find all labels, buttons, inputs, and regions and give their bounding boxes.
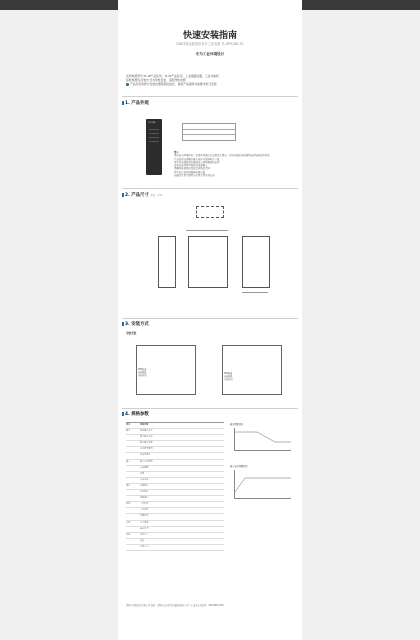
spec-header-row: 项目 规格参数 [126,423,224,429]
input-derating-chart [234,470,291,499]
spec-row: 效率 [126,472,224,478]
spec-row: 输入 输入电压范围 [126,460,224,466]
note-icon [126,83,129,86]
footer: 深圳市普联技术有限公司 地址：深圳市南山区深南路科技园工业厂房 技术支持热线：400-8863-400 [126,604,224,607]
back-view-drawing [188,236,228,288]
spec-row: 交流电流 [126,478,224,484]
spec-row: 保护 过载保护 [126,484,224,490]
chart-line [235,478,291,492]
spec-row: EMC传导 [126,527,224,533]
spec-row: 额定输出电流 [126,435,224,441]
section-title: 4. 规格参数 [122,411,149,417]
side-view-drawing [158,236,176,288]
terminal-table [182,123,236,141]
spec-row: 重量 [126,539,224,545]
dimension-line [186,230,228,231]
chart-title: 输入电压降额曲线 [230,465,248,468]
device-front-image [146,119,162,175]
warning-line: 请确保电源周边保留足够散热空间 [174,167,210,171]
page-title: 快速安装指南 [182,31,237,41]
install-subtitle: 导轨安装 [126,332,137,335]
spec-row: 工作湿度 [126,508,224,514]
spec-row: 额定输出功率 [126,441,224,447]
spec-table [126,422,224,551]
section-title: 3. 安装方式 [122,321,149,327]
warning-line: 请勿将电源放置在潮湿或有液体溅落的位置 [174,160,220,164]
dimension-line [242,292,268,293]
spec-row: 短路保护 [126,496,224,502]
device-label: TP-LINK [148,122,156,124]
chart-line [235,432,291,442]
top-view-drawing [196,206,224,218]
compat-line: 适用电源型号:TL-IP产品系列、TL-IP产品系列、工业级路由器、工业交换机 [126,74,219,78]
warning-title: 警示 [174,151,179,154]
page-subtitle: DIN导轨电源适用本安工业电源 TL-RPS180-51 [176,42,244,46]
spec-row: 电压调节范围 [126,447,224,453]
section-title: 2. 产品尺寸 单位：mm [122,192,162,198]
spec-row: 安规 安全规范 [126,521,224,527]
warning-line: 如遇异常请立即停止使用并联系供应商 [174,174,215,178]
warning-line: 请勿自行拆卸或维修电源内部 [174,170,206,174]
section-title: 1. 产品外观 [122,100,149,106]
guide-sheet [118,0,302,640]
install-labels-left: DIN轨道 安装插孔 卡扣挂钩 [138,368,147,378]
install-labels-right: DIN轨道 安装插孔 卡扣挂钩 [224,372,233,382]
compat-block [126,74,294,86]
warning-line: 安装与拆卸时请先断开电源输入 [174,164,208,168]
divider [122,96,298,97]
spec-row: 其他 外形尺寸 [126,533,224,539]
warning-block [174,151,292,177]
warning-line: 请在室内环境使用，使用环境温度应在规定范围内，否则可能影响电源性能或缩短使用寿命 [174,154,270,158]
derating-chart [234,428,291,451]
warning-line: 产品使用前请确认输入电压与铭牌标注一致 [174,157,220,161]
spec-row: 纹波及噪声 [126,453,224,459]
spec-row: 过压保护 [126,490,224,496]
divider [122,408,298,409]
page-tagline: 专为工业环境设计 [195,52,225,56]
spec-row: 交流频率 [126,466,224,472]
spec-row: 存储温度 [126,514,224,520]
divider [122,188,298,189]
compat-line: 标配电源线:安装方式为导轨安装，适配导轨电源 [126,78,186,82]
compat-line: 产品所需电源与安装位置等相关信息，请按产品说明书的要求进行安装 [126,82,294,86]
front-view-drawing [242,236,270,288]
spec-row: 冷却方式 [126,545,224,551]
chart-title: 输出降额曲线 [230,423,244,426]
spec-row: 环境 工作温度 [126,502,224,508]
divider [122,318,298,319]
spec-row: 输出 直流输出电压 [126,429,224,435]
install-diagram-right [222,345,282,395]
